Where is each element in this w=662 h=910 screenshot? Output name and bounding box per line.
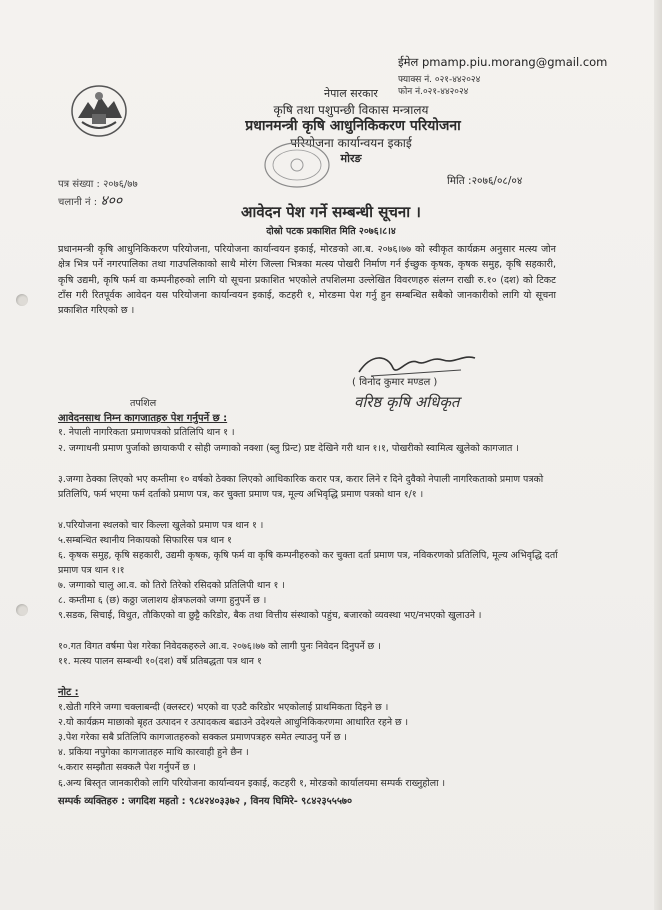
chalani-value: ४०० [100, 193, 123, 209]
punch-hole [16, 604, 28, 616]
requirement-item: ५.सम्बन्धित स्थानीय निकायको सिफारिस पत्र थान १ [58, 535, 232, 546]
header-ministry: कृषि तथा पशुपन्छी विकास मन्त्रालय [273, 103, 429, 117]
header-government: नेपाल सरकार [324, 87, 378, 100]
note-item: ४. प्रकिया नपुगेका कागजातहरु माथि कारवाही हुने छैन । [58, 747, 249, 758]
page-edge [654, 0, 662, 910]
requirement-item: १०.गत विगत वर्षमा पेश गरेका निवेदकहरुले आ.व. २०७६।७७ को लागी पुनः निवेदन दिनुपर्ने छ । [58, 641, 381, 652]
contact-persons: सम्पर्क व्यक्तिहरु : जगदिश महतो : ९८४२४०३३७२ , विनय घिमिरे- ९८४२३५५५७० [58, 796, 353, 807]
note-item: ६.अन्य बिस्तृत जानकारीको लागि परियोजना कार्यान्वयन इकाई, कटहरी १, मोरङको कार्यालयमा सम्पर्क राख्नुहोला । [58, 778, 446, 789]
requirement-item: ७. जग्गाको चालु आ.व. को तिरो तिरेको रसिदको प्रतिलिपी थान १ । [58, 580, 285, 591]
notice-subtitle: दोस्रो पटक प्रकाशित मिति २०७६।८।४ [266, 226, 396, 237]
note-item: २.यो कार्यक्रम माछाको बृहत उत्पादन र उत्पादकत्व बढाउने उदेश्यले आधुनिकिकरणमा आधारित रहने छ । [58, 717, 409, 728]
contact-fax: फ्याक्स नं. ०२१-४४२०२४ [398, 75, 481, 85]
requirement-item: ६. कृषक समुह, कृषि सहकारी, उद्यमी कृषक, कृषि फर्म वा कृषि कम्पनीहरुको कर चुक्ता दर्ता प्रमाण पत्र, नविकरणको प्रतिलिपि, मूल्य अभिवृद्धि दर्ता प्रमाण पत्र थान १।१ [58, 550, 558, 577]
header-unit: परियोजना कार्यान्वयन इकाई [290, 136, 412, 150]
contact-email: ईमेल pmamp.piu.morang@gmail.com [398, 55, 608, 69]
punch-hole [16, 294, 28, 306]
requirements-heading: आवेदनसाथ निम्न कागजातहरु पेश गर्नुपर्ने छ : [58, 413, 228, 424]
requirement-item: ३.जग्गा ठेक्का लिएको भए कम्तीमा १० वर्षको ठेक्का लिएको आधिकारिक करार पत्र, करार लिने र दिने दुवैको नेपाली नागरिकताको प्रमाण पत्रको प्रतिलिपि, फर्म भएमा फर्म दर्ताको प्रमाण पत्र, कर चुक्ता प्रमाण पत्र, मूल्य अभिवृद्धि प्रमाण पत्रको थान १/१ । [58, 474, 544, 501]
contact-phone: फोन नं.०२१-४४२०२४ [398, 87, 469, 97]
notice-title: आवेदन पेश गर्ने सम्बन्धी सूचना । [241, 203, 421, 221]
requirement-item: ४.परियोजना स्थलको चार किल्ला खुलेको प्रमाण पत्र थान १ । [58, 520, 264, 531]
note-item: ५.करार सम्झौता सक्कलै पेश गर्नुपर्ने छ । [58, 762, 196, 773]
requirement-item: ९.सडक, सिचाई, विधुत, तौकिएको वा छुट्टै करिडोर, बैक तथा वित्तीय संस्थाको पहुंच, बजारको व्यवस्था भए/नभएको खुलाउने । [58, 610, 482, 621]
requirement-item: ११. मत्स्य पालन सम्बन्धी १०(दश) वर्षे प्रतिबद्धता पत्र थान १ [58, 656, 262, 667]
note-item: १.खेती गरिने जग्गा चक्लाबन्दी (क्लस्टर) भएको वा एउटै करिडोर भएकोलाई प्राथमिकता दिइने छ । [58, 702, 389, 713]
requirement-item: १. नेपाली नागरिकता प्रमाणपत्रको प्रतिलिपि थान १ । [58, 427, 235, 438]
header-district: मोरङ [340, 152, 362, 165]
office-stamp-icon [262, 140, 332, 190]
requirement-item: २. जग्गाधनी प्रमाण पुर्जाको छायाकपी र सोही जग्गाको नक्शा (ब्लु प्रिन्ट) प्रष्ट देखिने गरी थान १।१, पोखरीको स्वामित्व खुलेको कागजात । [58, 443, 519, 454]
note-item: ३.पेश गरेका सबै प्रतिलिपि कागजातहरुको सक्कल प्रमाणपत्रहरु समेत ल्याउनु पर्ने छ । [58, 732, 347, 743]
document-date: मिति :२०७६/०८/०४ [447, 175, 523, 187]
notice-body: प्रधानमन्त्री कृषि आधुनिकिकरण परियोजना, परियोजना कार्यान्वयन इकाई, मोरङको आ.ब. २०७६।७७ को स्वीकृत कार्यक्रम अनुसार मत्स्य जोन क्षेत्र भित्र पर्ने नगरपालिका तथा गाउपलिकाको साथै मोरंग जिल्ला भित्रका मत्स्य पोखरी निर्माण गर्न ईच्छुक कृषक, कृषक समुह, कृषि सहकारी, कृषि उद्यमी, कृषि फर्म वा कम्पनीहरुको लागि यो सूचना प्रकाशित भएकोले तपशिलमा उल्लेखित विवरणहरु संलग्न राखी रु.१० (दश) को टिकट टाँस गरी रितपूर्वक आवेदन यस परियोजना कार्यान्वयन इकाई, कटहरी १, मोरङमा पेश गर्नु हुन सम्बन्धित सबैको जानकारीको लागि यो सूचना प्रकाशित गरिएको छ । [58, 244, 556, 317]
notes-heading: नोट : [58, 687, 79, 698]
patra-sankhya: पत्र संख्या : २०७६/७७ [58, 179, 138, 190]
signatory-name: ( विनोद कुमार मण्डल ) [352, 377, 438, 388]
header-project: प्रधानमन्त्री कृषि आधुनिकिकरण परियोजना [245, 118, 461, 134]
tapasil-label: तपशिल [130, 398, 157, 409]
chalani-label: चलानी नं : [58, 197, 98, 208]
signatory-title: वरिष्ठ कृषि अधिकृत [354, 393, 460, 411]
requirement-item: ८. कम्तीमा ६ (छ) कठ्ठा जलाशय क्षेत्रफलको जग्गा हुनुपर्ने छ । [58, 595, 267, 606]
